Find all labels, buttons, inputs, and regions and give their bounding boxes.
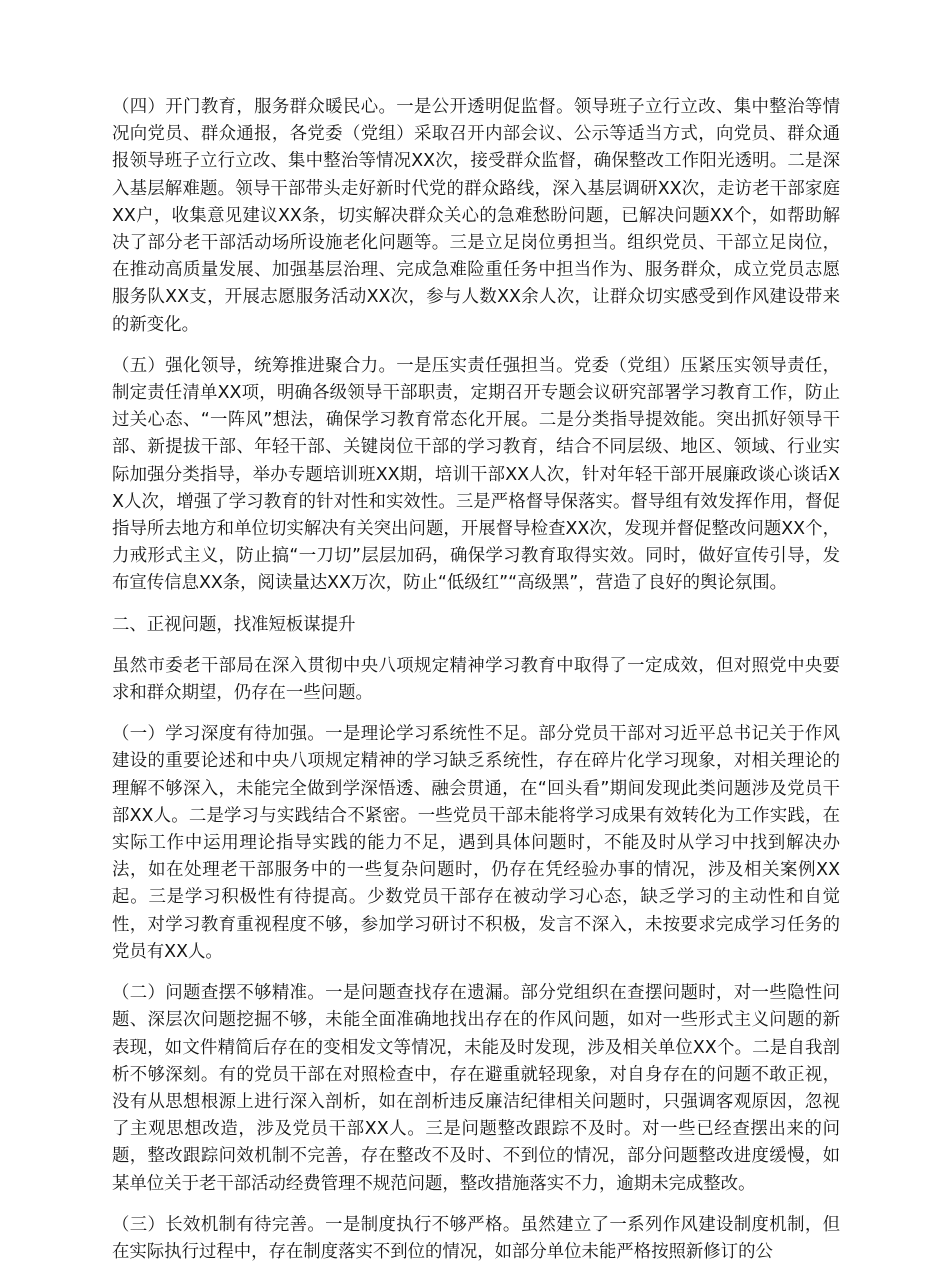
paragraph-problem-one: （一）学习深度有待加强。一是理论学习系统性不足。部分党员干部对习近平总书记关于作风建设的重要论述和中央八项规定精神的学习缺乏系统性，存在碎片化学习现象，对相关理论的理解不够深入，未能完全做到学深悟透、融会贯通，在“回头看”期间发现此类问题涉及党员干部XX人。二是学习与实践结合不紧密。一些党员干部未能将学习成果有效转化为工作实践，在实际工作中运用理论指导实践的能力不足，遇到具体问题时，不能及时从学习中找到解决办法，如在处理老干部服务中的一些复杂问题时，仍存在凭经验办事的情况，涉及相关案例XX起。三是学习积极性有待提高。少数党员干部存在被动学习心态，缺乏学习的主动性和自觉性，对学习教育重视程度不够，参加学习研讨不积极，发言不深入，未按要求完成学习任务的党员有XX人。 bbox=[112, 724, 840, 962]
heading-section-two: 二、正视问题，找准短板谋提升 bbox=[112, 614, 356, 635]
paragraph-section-five: （五）强化领导，统筹推进聚合力。一是压实责任强担当。党委（党组）压紧压实领导责任，制定责任清单XX项，明确各级领导干部职责，定期召开专题会议研究部署学习教育工作，防止过关心态、“一阵风”想法，确保学习教育常态化开展。二是分类指导提效能。突出抓好领导干部、新提拔干部、年轻干部、关键岗位干部的学习教育，结合不同层级、地区、领域、行业实际加强分类指导，举办专题培训班XX期，培训干部XX人次，针对年轻干部开展廉政谈心谈话XX人次，增强了学习教育的针对性和实效性。三是严格督导保落实。督导组有效发挥作用，督促指导所去地方和单位切实解决有关突出问题，开展督导检查XX次，发现并督促整改问题XX个，力戒形式主义，防止搞“一刀切”层层加码，确保学习教育取得实效。同时，做好宣传引导，发布宣传信息XX条，阅读量达XX万次，防止“低级红”“高级黑”，营造了良好的舆论氛围。 bbox=[112, 355, 840, 594]
paragraph-section-four: （四）开门教育，服务群众暖民心。一是公开透明促监督。领导班子立行立改、集中整治等情况向党员、群众通报，各党委（党组）采取召开内部会议、公示等适当方式，向党员、群众通报领导班子立行立改、集中整治等情况XX次，接受群众监督，确保整改工作阳光透明。二是深入基层解难题。领导干部带头走好新时代党的群众路线，深入基层调研XX次，走访老干部家庭XX户，收集意见建议XX条，切实解决群众关心的急难愁盼问题，已解决问题XX个，如帮助解决了部分老干部活动场所设施老化问题等。三是立足岗位勇担当。组织党员、干部立足岗位，在推动高质量发展、加强基层治理、完成急难险重任务中担当作为、服务群众，成立党员志愿服务队XX支，开展志愿服务活动XX次，参与人数XX余人次，让群众切实感受到作风建设带来的新变化。 bbox=[112, 97, 840, 335]
document-body bbox=[112, 94, 840, 1266]
paragraph-problem-three: （三）长效机制有待完善。一是制度执行不够严格。虽然建立了一系列作风建设制度机制，但在实际执行过程中，存在制度落实不到位的情况，如部分单位未能严格按照新修订的公 bbox=[112, 1214, 840, 1262]
paragraph-problem-two: （二）问题查摆不够精准。一是问题查找存在遗漏。部分党组织在查摆问题时，对一些隐性问题、深层次问题挖掘不够，未能全面准确地找出存在的作风问题，如对一些形式主义问题的新表现，如文件精简后存在的变相发文等情况，未能及时发现，涉及相关单位XX个。二是自我剖析不够深刻。有的党员干部在对照检查中，存在避重就轻现象，对自身存在的问题不敢正视，没有从思想根源上进行深入剖析，如在剖析违反廉洁纪律相关问题时，只强调客观原因，忽视了主观思想改造，涉及党员干部XX人。三是问题整改跟踪不及时。对一些已经查摆出来的问题，整改跟踪问效机制不完善，存在整改不及时、不到位的情况，部分问题整改进度缓慢，如某单位关于老干部活动经费管理不规范问题，整改措施落实不力，逾期未完成整改。 bbox=[112, 983, 840, 1194]
paragraph-section-two-intro: 虽然市委老干部局在深入贯彻中央八项规定精神学习教育中取得了一定成效，但对照党中央要求和群众期望，仍存在一些问题。 bbox=[112, 655, 840, 704]
